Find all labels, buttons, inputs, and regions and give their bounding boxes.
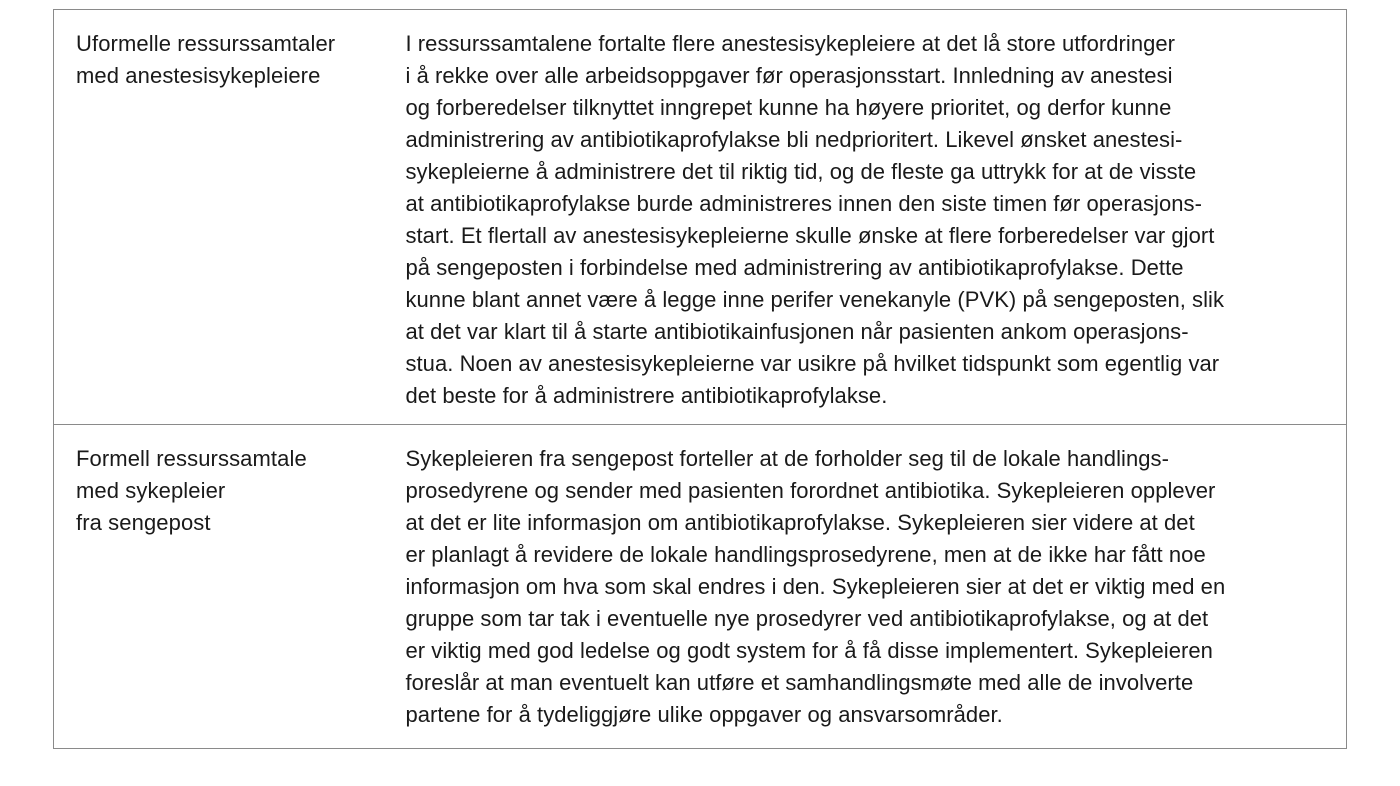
- row-label-cell: [54, 10, 405, 424]
- row-text-line: sykepleierne å administrere det til riktig tid, og de fleste ga uttrykk for at de visste: [405, 159, 1197, 184]
- row-text-line: informasjon om hva som skal endres i den. Sykepleieren sier at det er viktig med en: [405, 574, 1226, 599]
- row-label-line: med sykepleier: [76, 478, 226, 503]
- row-text-line: i å rekke over alle arbeidsoppgaver før operasjonsstart. Innledning av anestesi: [405, 63, 1173, 88]
- row-label-line: Uformelle ressurssamtaler: [76, 31, 336, 56]
- row-text-line: prosedyrene og sender med pasienten forordnet antibiotika. Sykepleieren opplever: [405, 478, 1216, 503]
- row-text-line: gruppe som tar tak i eventuelle nye prosedyrer ved antibiotikaprofylakse, og at det: [405, 606, 1209, 631]
- row-text-line: administrering av antibiotikaprofylakse bli nedprioritert. Likevel ønsket anestesi-: [405, 127, 1183, 152]
- row-text-line: og forberedelser tilknyttet inngrepet kunne ha høyere prioritet, og derfor kunne: [405, 95, 1172, 120]
- row-text-line: at det er lite informasjon om antibiotikaprofylakse. Sykepleieren sier videre at det: [405, 510, 1195, 535]
- row-text-line: på sengeposten i forbindelse med administrering av antibiotikaprofylakse. Dette: [405, 255, 1184, 280]
- row-label-line: fra sengepost: [76, 510, 211, 535]
- row-text-line: det beste for å administrere antibiotikaprofylakse.: [405, 383, 888, 408]
- row-text-cell: [405, 10, 1346, 424]
- row-text-line: foreslår at man eventuelt kan utføre et samhandlingsmøte med alle de involverte: [405, 670, 1194, 695]
- findings-table: [53, 9, 1347, 749]
- table-row: [54, 424, 1346, 748]
- row-text-line: Sykepleieren fra sengepost forteller at de forholder seg til de lokale handlings-: [405, 446, 1169, 471]
- row-text-line: kunne blant annet være å legge inne perifer venekanyle (PVK) på sengeposten, slik: [405, 287, 1225, 312]
- row-text-line: start. Et flertall av anestesisykepleierne skulle ønske at flere forberedelser var gjort: [405, 223, 1215, 248]
- row-label-line: Formell ressurssamtale: [76, 446, 307, 471]
- row-text-cell: [405, 425, 1346, 748]
- row-label-line: med anestesisykepleiere: [76, 63, 321, 88]
- row-text-line: at det var klart til å starte antibiotikainfusjonen når pasienten ankom operasjons-: [405, 319, 1189, 344]
- table-row: [54, 10, 1346, 424]
- row-text-line: er viktig med god ledelse og godt system for å få disse implementert. Sykepleieren: [405, 638, 1213, 663]
- row-text-line: at antibiotikaprofylakse burde administreres innen den siste timen før operasjons-: [405, 191, 1202, 216]
- row-label-cell: [54, 425, 405, 748]
- row-text-line: I ressurssamtalene fortalte flere anestesisykepleiere at det lå store utfordringer: [405, 31, 1176, 56]
- row-text-line: partene for å tydeliggjøre ulike oppgaver og ansvarsområder.: [405, 702, 1003, 727]
- row-text-line: er planlagt å revidere de lokale handlingsprosedyrene, men at de ikke har fått noe: [405, 542, 1206, 567]
- row-text-line: stua. Noen av anestesisykepleierne var usikre på hvilket tidspunkt som egentlig var: [405, 351, 1220, 376]
